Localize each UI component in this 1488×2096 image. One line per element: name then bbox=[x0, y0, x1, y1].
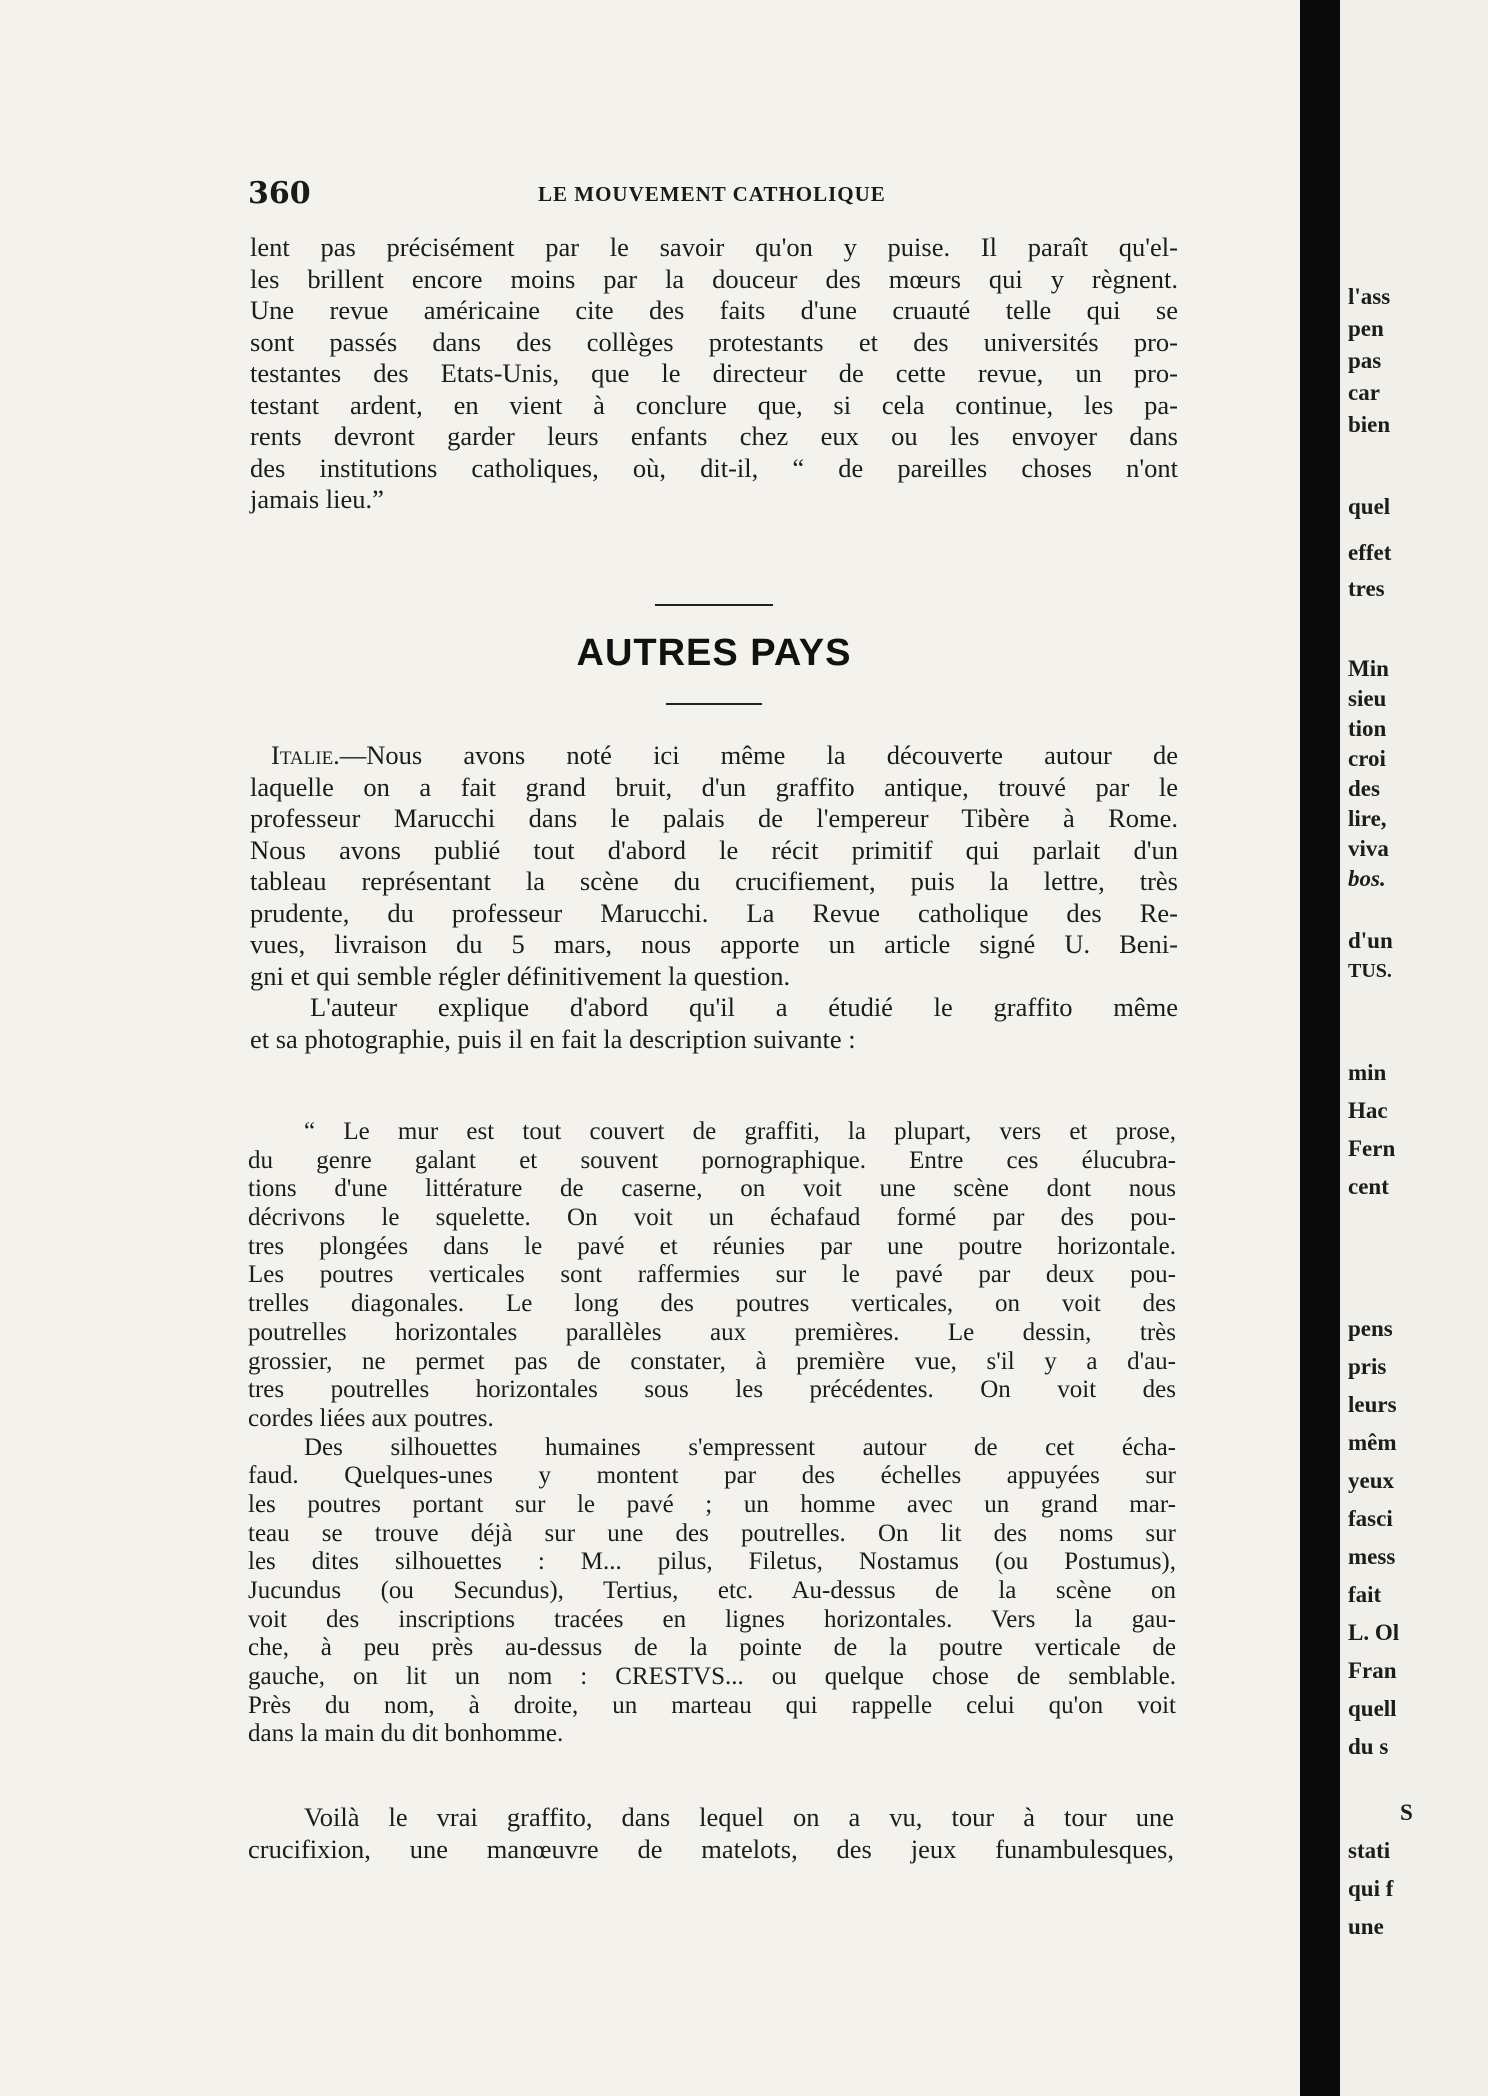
quote-line: Jucundus (ou Secundus), Tertius, etc. Au-dessus de la scène on bbox=[248, 1577, 1176, 1604]
running-head: LE MOUVEMENT CATHOLIQUE bbox=[538, 182, 886, 206]
divider-top bbox=[655, 604, 773, 606]
text-line: professeur Marucchi dans le palais de l'empereur Tibère à Rome. bbox=[250, 803, 1178, 833]
quote-line: cordes liées aux poutres. bbox=[248, 1404, 494, 1432]
quote-line: les poutres portant sur le pavé ; un homme avec un grand mar- bbox=[248, 1490, 1176, 1518]
quote-line: Les poutres verticales sont raffermies sur le pavé par deux pou- bbox=[248, 1261, 1176, 1289]
quote-line: tres poutrelles horizontales sous les précédentes. On voit des bbox=[248, 1376, 1176, 1404]
right-page-fragment: mess bbox=[1348, 1544, 1396, 1569]
text-line: gni et qui semble régler définitivement la question. bbox=[250, 960, 791, 991]
quote-line: Des silhouettes humaines s'empressent autour de cet écha- bbox=[304, 1433, 1176, 1461]
quote-line: faud. Quelques-unes y montent par des échelles appuyées sur bbox=[248, 1462, 1176, 1490]
quote-line: du genre galant et souvent pornographique. Entre ces élucubra- bbox=[248, 1146, 1176, 1174]
right-page-fragment: Fern bbox=[1348, 1136, 1396, 1161]
text-line: prudente, du professeur Marucchi. La Revue catholique des Re- bbox=[250, 897, 1178, 928]
right-page-fragment: fasci bbox=[1348, 1506, 1393, 1531]
text-line: tableau représentant la scène du crucifiement, puis la lettre, très bbox=[250, 866, 1178, 896]
quote-line: les dites silhouettes : M... pilus, Filetus, Nostamus (ou Postumus), bbox=[248, 1548, 1176, 1576]
right-page-fragment: quel bbox=[1348, 494, 1391, 519]
italie-first-line: —Nous avons noté ici même la découverte autour de bbox=[339, 740, 1178, 770]
right-page-fragment: d'un bbox=[1348, 928, 1393, 953]
right-page-fragment: sieu bbox=[1348, 686, 1387, 711]
text-line: Nous avons publié tout d'abord le récit primitif qui parlait d'un bbox=[250, 834, 1178, 865]
quote-line: grossier, ne permet pas de constater, à première vue, s'il y a d'au- bbox=[248, 1347, 1176, 1375]
right-page-fragment: cent bbox=[1348, 1174, 1389, 1199]
right-page-fragment: viva bbox=[1348, 836, 1389, 861]
right-page-fragment: pas bbox=[1348, 348, 1382, 373]
right-page-fragment: TUS. bbox=[1348, 960, 1392, 982]
quote-line: “ Le mur est tout couvert de graffiti, la plupart, vers et prose, bbox=[304, 1118, 1176, 1145]
right-page-fragment: effet bbox=[1348, 540, 1392, 565]
right-page bbox=[1340, 0, 1488, 2096]
right-page-fragment: lire, bbox=[1348, 806, 1387, 831]
right-page-fragment: S bbox=[1400, 1800, 1413, 1825]
text-line: sont passés dans des collèges protestants et des universités pro- bbox=[250, 326, 1178, 357]
text-line bbox=[250, 740, 1178, 772]
closing-paragraph bbox=[248, 1802, 1174, 1865]
page-header bbox=[248, 176, 1168, 216]
quote-line: gauche, on lit un nom : CRESTVS... ou quelque chose de semblable. bbox=[248, 1663, 1176, 1691]
right-page-fragment: bien bbox=[1348, 412, 1391, 437]
intro-paragraph bbox=[250, 232, 1178, 516]
italie-paragraph bbox=[250, 740, 1178, 1055]
right-page-fragment: croi bbox=[1348, 746, 1386, 771]
right-page-fragment: car bbox=[1348, 380, 1380, 405]
section-title: AUTRES PAYS bbox=[576, 632, 852, 674]
quote-line: tres plongées dans le pavé et réunies par une poutre horizontale. bbox=[248, 1232, 1176, 1260]
italie-label: Italie. bbox=[271, 740, 340, 770]
divider-bottom bbox=[666, 703, 762, 705]
quote-line: poutrelles horizontales parallèles aux premières. Le dessin, très bbox=[248, 1318, 1176, 1346]
right-page-fragment: pen bbox=[1348, 316, 1384, 341]
text-line: jamais lieu.” bbox=[250, 484, 384, 514]
right-page-fragment: Min bbox=[1348, 656, 1389, 681]
quote-line: tions d'une littérature de caserne, on voit une scène dont nous bbox=[248, 1175, 1176, 1203]
text-line: L'auteur explique d'abord qu'il a étudié le graffito même bbox=[310, 992, 1178, 1022]
right-page-fragment: yeux bbox=[1348, 1468, 1394, 1493]
text-line: Une revue américaine cite des faits d'une cruauté telle qui se bbox=[250, 295, 1178, 325]
quote-line: voit des inscriptions tracées en lignes horizontales. Vers la gau- bbox=[248, 1605, 1176, 1633]
quote-line: dans la main du dit bonhomme. bbox=[248, 1720, 564, 1748]
text-line: testant ardent, en vient à conclure que, si cela continue, les pa- bbox=[250, 389, 1178, 420]
text-line: lent pas précisément par le savoir qu'on y puise. Il paraît qu'el- bbox=[250, 232, 1178, 262]
quoted-description bbox=[248, 1118, 1176, 1749]
text-line: testantes des Etats-Unis, que le directeur de cette revue, un pro- bbox=[250, 358, 1178, 388]
right-page-fragment: des bbox=[1348, 776, 1380, 801]
text-line: crucifixion, une manœuvre de matelots, des jeux funambulesques, bbox=[248, 1833, 1174, 1864]
book-gutter bbox=[1300, 0, 1340, 2096]
quote-line: teau se trouve déjà sur une des poutrelles. On lit des noms sur bbox=[248, 1519, 1176, 1547]
text-line: laquelle on a fait grand bruit, d'un graffito antique, trouvé par le bbox=[250, 771, 1178, 802]
quote-line: trelles diagonales. Le long des poutres verticales, on voit des bbox=[248, 1290, 1176, 1318]
right-page-fragment: leurs bbox=[1348, 1392, 1397, 1417]
right-page-fragment: qui f bbox=[1348, 1876, 1394, 1901]
text-line: des institutions catholiques, où, dit-il, “ de pareilles choses n'ont bbox=[250, 452, 1178, 483]
right-page-fragment: tion bbox=[1348, 716, 1387, 741]
quote-line: che, à peu près au-dessus de la pointe de la poutre verticale de bbox=[248, 1634, 1176, 1662]
right-page-fragment: Hac bbox=[1348, 1098, 1388, 1123]
text-line: et sa photographie, puis il en fait la description suivante : bbox=[250, 1023, 856, 1054]
right-page-fragment: pris bbox=[1348, 1354, 1387, 1379]
right-page-fragment: bos. bbox=[1348, 866, 1386, 891]
page-number: 360 bbox=[248, 176, 311, 211]
text-line: les brillent encore moins par la douceur des mœurs qui y règnent. bbox=[250, 263, 1178, 294]
text-line: vues, livraison du 5 mars, nous apporte un article signé U. Beni- bbox=[250, 929, 1178, 959]
quote-line: décrivons le squelette. On voit un échafaud formé par des pou- bbox=[248, 1204, 1176, 1232]
quote-line: Près du nom, à droite, un marteau qui rappelle celui qu'on voit bbox=[248, 1691, 1176, 1719]
right-page-fragment: quell bbox=[1348, 1696, 1397, 1721]
right-page-fragment: min bbox=[1348, 1060, 1387, 1085]
right-page-fragment: Fran bbox=[1348, 1658, 1397, 1683]
right-page-fragment: pens bbox=[1348, 1316, 1393, 1341]
right-page-fragment: tres bbox=[1348, 576, 1385, 601]
right-page-fragment: l'ass bbox=[1348, 284, 1391, 309]
right-page-fragment: stati bbox=[1348, 1838, 1391, 1863]
right-page-fragment: L. Ol bbox=[1348, 1620, 1400, 1645]
text-line: Voilà le vrai graffito, dans lequel on a vu, tour à tour une bbox=[304, 1802, 1174, 1832]
right-page-fragment: mêm bbox=[1348, 1430, 1397, 1455]
right-page-fragment: fait bbox=[1348, 1582, 1382, 1607]
right-page-fragment: une bbox=[1348, 1914, 1384, 1939]
text-line: rents devront garder leurs enfants chez eux ou les envoyer dans bbox=[250, 421, 1178, 451]
right-page-fragment: du s bbox=[1348, 1734, 1389, 1759]
